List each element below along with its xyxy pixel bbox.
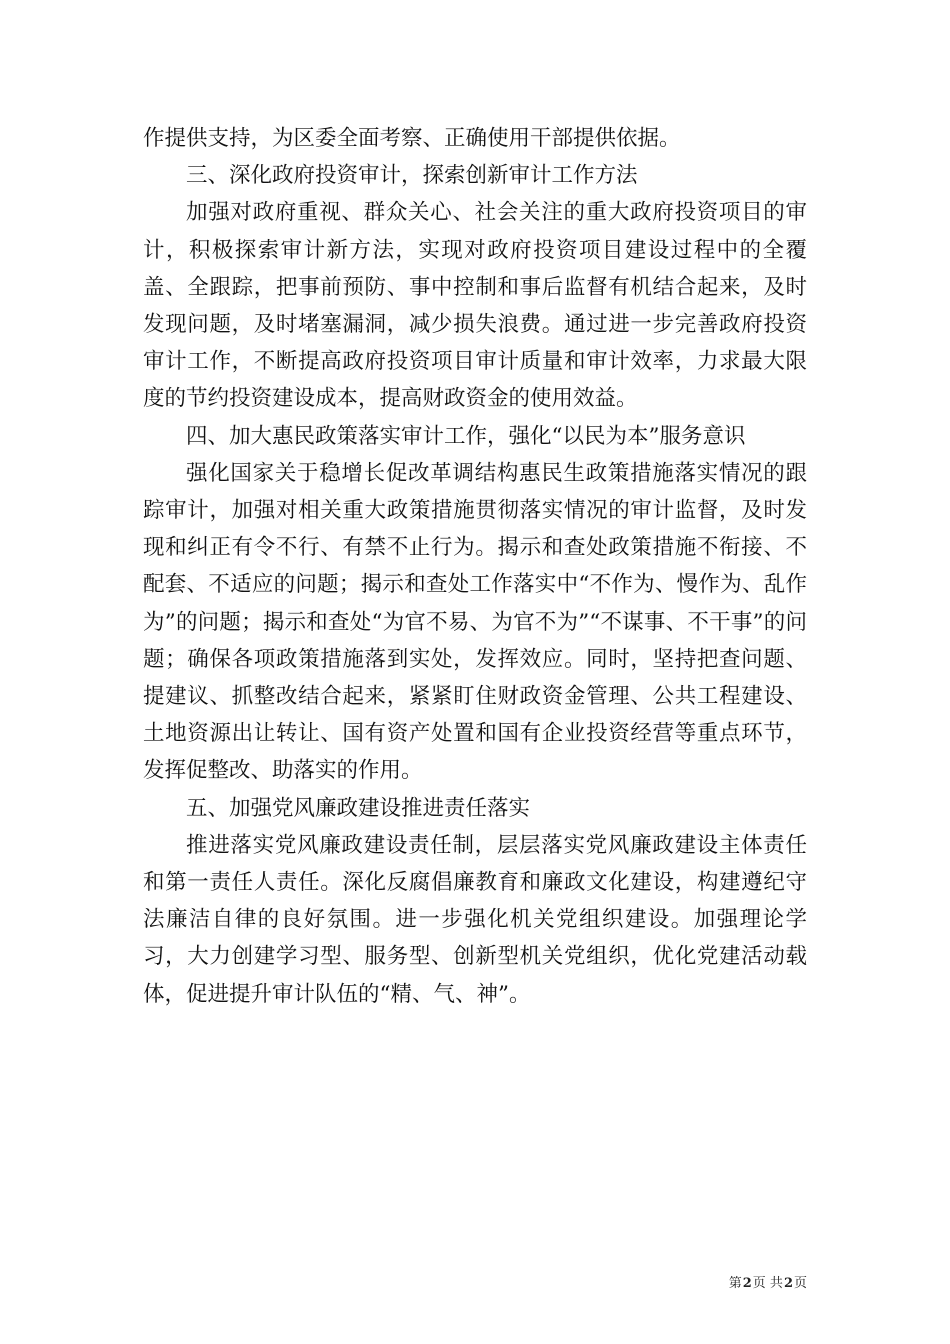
paragraph-policy-audit: 强化国家关于稳增长促改革调结构惠民生政策措施落实情况的跟踪审计，加强对相关重大政策措施贯彻落实情况的审计监督，及时发现和纠正有令不行、有禁不止行为。揭示和查处政策措施不衔接、不配套、不适应的问题；揭示和查处工作落实中“不作为、慢作为、乱作为”的问题；揭示和查处“为官不易、为官不为”“不谋事、不干事”的问题；确保各项政策措施落到实处，发挥效应。同时，坚持把查问题、提建议、抓整改结合起来，紧紧盯住财政资金管理、公共工程建设、土地资源出让转让、国有资产处置和国有企业投资经营等重点环节，发挥促整改、助落实的作用。 xyxy=(143,460,807,784)
footer-total-pages: 2 xyxy=(783,1276,793,1291)
footer-prefix: 第 xyxy=(728,1276,742,1291)
page-number-footer xyxy=(729,1272,807,1291)
document-body xyxy=(143,120,807,1013)
section-heading-5: 五、加强党风廉政建设推进责任落实 xyxy=(186,795,531,821)
paragraph-investment-audit: 加强对政府重视、群众关心、社会关注的重大政府投资项目的审计，积极探索审计新方法，实现对政府投资项目建设过程中的全覆盖、全跟踪，把事前预防、事中控制和事后监督有机结合起来，及时发现问题，及时堵塞漏洞，减少损失浪费。通过进一步完善政府投资审计工作，不断提高政府投资项目审计质量和审计效率，力求最大限度的节约投资建设成本，提高财政资金的使用效益。 xyxy=(143,200,807,412)
footer-middle: 页 共 xyxy=(752,1276,783,1291)
section-heading-3: 三、深化政府投资审计，探索创新审计工作方法 xyxy=(186,163,638,189)
paragraph-integrity-building: 推进落实党风廉政建设责任制，层层落实党风廉政建设主体责任和第一责任人责任。深化反腐倡廉教育和廉政文化建设，构建遵纪守法廉洁自律的良好氛围。进一步强化机关党组织建设。加强理论学习，大力创建学习型、服务型、创新型机关党组织，优化党建活动载体，促进提升审计队伍的“精、气、神”。 xyxy=(143,832,807,1007)
paragraph-continuation: 作提供支持，为区委全面考察、正确使用干部提供依据。 xyxy=(143,126,681,151)
footer-current-page: 2 xyxy=(742,1276,752,1291)
section-heading-4: 四、加大惠民政策落实审计工作，强化“以民为本”服务意识 xyxy=(186,423,746,449)
footer-suffix: 页 xyxy=(793,1276,807,1291)
